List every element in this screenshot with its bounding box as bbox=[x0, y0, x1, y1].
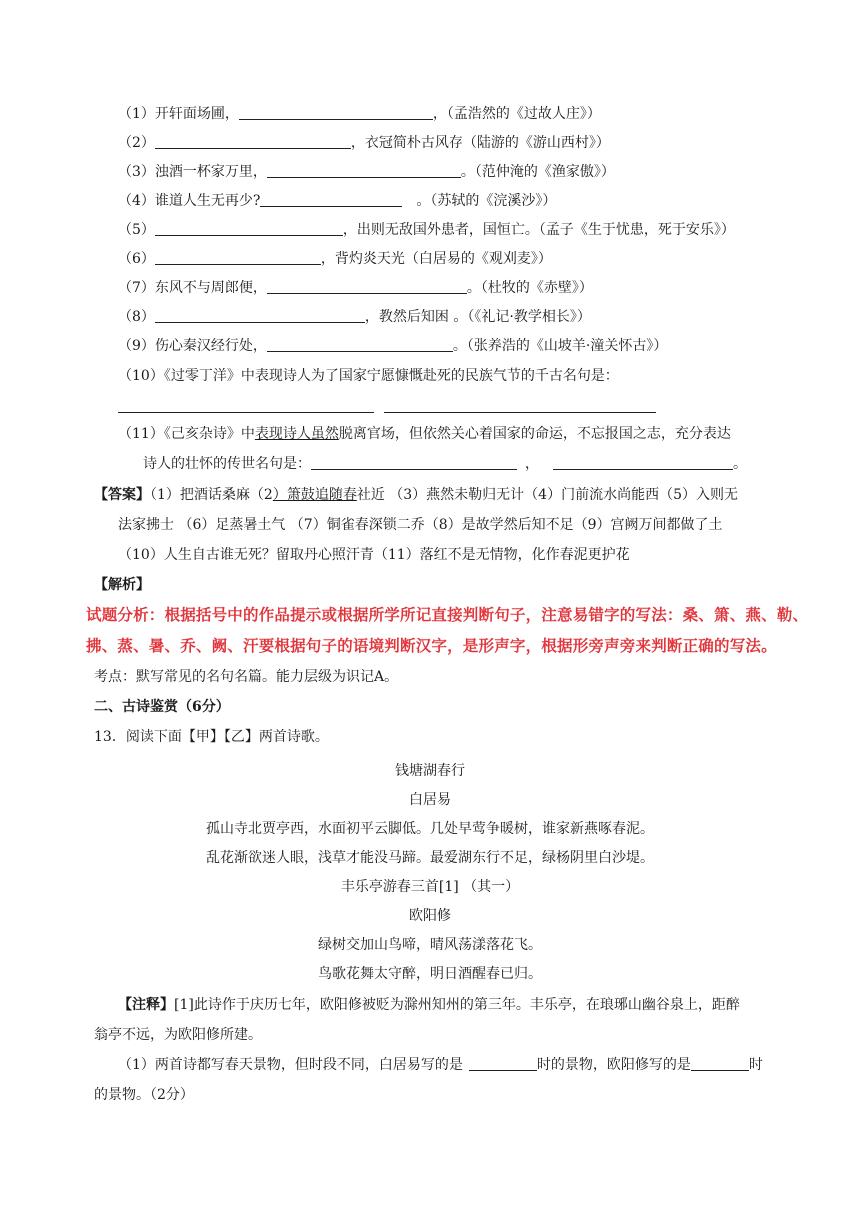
item-1 bbox=[118, 104, 601, 124]
question-1-blank-1[interactable] bbox=[469, 1056, 537, 1071]
item-4-suffix: 。（苏轼的《浣溪沙》） bbox=[416, 193, 557, 209]
analysis-text-1: 试题分析：根据括号中的作品提示或根据所学所记直接判断句子，注意易错字的写法：桑、箫、燕、勒、 bbox=[86, 606, 809, 624]
item-11-blank-1[interactable] bbox=[311, 455, 517, 470]
item-7-suffix: 。（杜牧的《赤壁》） bbox=[466, 280, 593, 296]
item-2-prefix: （2） bbox=[118, 135, 155, 151]
note-label: 【注释】 bbox=[118, 997, 174, 1013]
item-10: （10）《过零丁洋》中表现诗人为了国家宁愿慷慨赴死的民族气节的千古名句是： bbox=[118, 368, 619, 384]
item-2-blank[interactable] bbox=[155, 134, 351, 149]
item-8 bbox=[118, 307, 591, 327]
item-4-blank[interactable] bbox=[260, 192, 402, 207]
item-3-suffix: 。（范仲淹的《渔家傲》） bbox=[460, 164, 615, 180]
poem-1-author: 白居易 bbox=[409, 792, 451, 808]
item-3-prefix: （3）浊酒一杯家万里， bbox=[118, 164, 267, 180]
item-9-prefix: （9）伤心秦汉经行处， bbox=[118, 338, 267, 354]
answer-l1b: ）箫鼓追随春 bbox=[272, 487, 357, 503]
question-1-line-2: 的景物。（2分） bbox=[94, 1087, 194, 1103]
poem-2-line-2: 鸟歌花舞太守醉，明日酒醒春已归。 bbox=[318, 966, 542, 982]
item-9-suffix: 。（张养浩的《山坡羊·潼关怀古》） bbox=[452, 338, 668, 354]
item-11-end: 。 bbox=[733, 456, 747, 472]
answer-l1a: （1）把酒话桑麻（2 bbox=[150, 487, 273, 503]
section-title: 二、古诗鉴赏（6分） bbox=[94, 699, 230, 715]
item-1-prefix: （1）开轩面场圃， bbox=[118, 106, 239, 122]
item-7 bbox=[118, 278, 593, 298]
analysis-label: 【解析】 bbox=[94, 577, 150, 593]
analysis-text-2: 拂、蒸、暑、乔、阙、汗要根据句子的语境判断汉字，是形声字，根据形旁声旁来判断正确的写法。 bbox=[86, 637, 777, 655]
answer-label: 【答案】 bbox=[94, 487, 150, 503]
poem-1-title: 钱塘湖春行 bbox=[395, 763, 465, 779]
item-6-prefix: （6） bbox=[118, 251, 155, 267]
answer-line-2: 法家拂士 （6）足蒸暑土气 （7）铜雀春深锁二乔（8）是故学然后知不足（9）宫阙万间都做了土 bbox=[118, 517, 723, 533]
poem-2-title: 丰乐亭游春三首[1] （其一） bbox=[340, 879, 520, 895]
item-5-blank[interactable] bbox=[155, 221, 343, 236]
item-10-blank-2[interactable] bbox=[384, 398, 656, 413]
item-11-line-2 bbox=[143, 454, 747, 474]
item-3-blank[interactable] bbox=[267, 163, 461, 178]
answer-line-3: （10）人生自古谁无死？留取丹心照汗青（11）落红不是无情物，化作春泥更护花 bbox=[118, 547, 630, 563]
question-1-text-b: 时的景物，欧阳修写的是 bbox=[536, 1057, 691, 1073]
item-2 bbox=[118, 133, 610, 153]
item-4 bbox=[118, 191, 556, 211]
item-5 bbox=[118, 220, 735, 240]
item-11-text-c: 脱离官场，但依然关心着国家的命运，不忘报国之志，充分表达 bbox=[338, 426, 731, 442]
answer-l1c: 社近 （3）燕然未勒归无计（4）门前流水尚能西（5）入则无 bbox=[356, 487, 738, 503]
note-line-1 bbox=[118, 995, 740, 1015]
item-8-blank[interactable] bbox=[155, 308, 365, 323]
item-1-blank[interactable] bbox=[239, 105, 433, 120]
poem-2-author: 欧阳修 bbox=[409, 908, 451, 924]
question-1-blank-2[interactable] bbox=[691, 1056, 749, 1071]
poem-1-line-2: 乱花渐欲迷人眼，浅草才能没马蹄。最爱湖东行不足，绿杨阴里白沙堤。 bbox=[206, 850, 654, 866]
answer-line-1 bbox=[94, 485, 738, 505]
item-6-suffix: ，背灼炎天光（白居易的《观刈麦》） bbox=[320, 251, 552, 267]
item-7-prefix: （7）东风不与周郎便， bbox=[118, 280, 267, 296]
item-8-suffix: ，教然后知困 。（《礼记·教学相长》） bbox=[364, 309, 591, 325]
item-11 bbox=[118, 424, 731, 444]
item-1-suffix: ，（孟浩然的《过故人庄》） bbox=[432, 106, 601, 122]
item-9 bbox=[118, 336, 667, 356]
note-line-2: 翁亭不远，为欧阳修所建。 bbox=[94, 1027, 262, 1043]
kaodian: 考点：默写常见的名句名篇。能力层级为识记A。 bbox=[94, 669, 399, 685]
item-6 bbox=[118, 249, 552, 269]
item-8-prefix: （8） bbox=[118, 309, 155, 325]
item-10-blank-1[interactable] bbox=[118, 398, 374, 413]
note-text-1: [1]此诗作于庆历七年，欧阳修被贬为滁州知州的第三年。丰乐亭，在琅琊山幽谷泉上，距醉 bbox=[174, 997, 740, 1013]
item-11-text-d: 诗人的壮怀的传世名句是： bbox=[143, 456, 311, 472]
item-3 bbox=[118, 162, 615, 182]
item-4-prefix: （4）谁道人生无再少? bbox=[118, 193, 261, 209]
question-1-text-c: 时 bbox=[748, 1057, 763, 1073]
question-1 bbox=[118, 1055, 763, 1075]
poem-1-line-1: 孤山寺北贾亭西，水面初平云脚低。几处早莺争暖树，谁家新燕啄春泥。 bbox=[206, 821, 654, 837]
item-7-blank[interactable] bbox=[267, 279, 467, 294]
question-1-text-a: （1）两首诗都写春天景物，但时段不同，白居易写的是 bbox=[118, 1057, 463, 1073]
item-5-prefix: （5） bbox=[118, 222, 155, 238]
item-2-suffix: ，衣冠简朴古风存（陆游的《游山西村》） bbox=[350, 135, 610, 151]
item-11-text-a: （11）《己亥杂诗》中 bbox=[118, 426, 255, 442]
item-11-underlined: 表现诗人虽然 bbox=[254, 426, 339, 442]
poem-2-line-1: 绿树交加山鸟啼，晴风荡漾落花飞。 bbox=[318, 937, 542, 953]
item-5-suffix: ，出则无敌国外患者，国恒亡。（孟子《生于忧患，死于安乐》） bbox=[342, 222, 735, 238]
item-6-blank[interactable] bbox=[155, 250, 321, 265]
item-11-comma: ， bbox=[525, 456, 539, 472]
question-13: 13．阅读下面【甲】【乙】两首诗歌。 bbox=[94, 729, 329, 745]
item-9-blank[interactable] bbox=[267, 337, 453, 352]
item-11-blank-2[interactable] bbox=[553, 455, 733, 470]
